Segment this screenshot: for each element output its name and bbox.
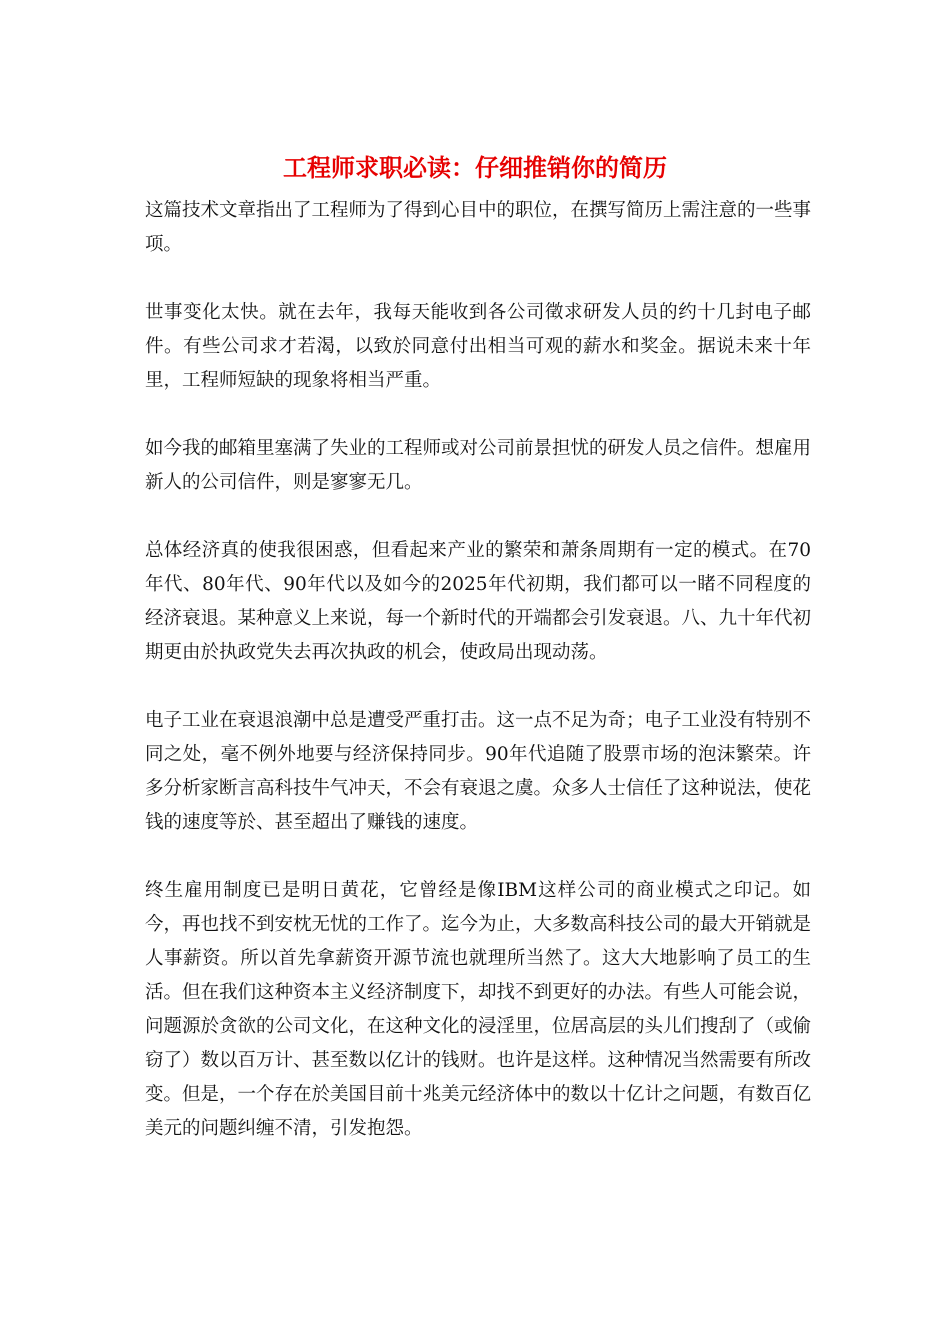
- paragraph-5: 终生雇用制度已是明日黄花，它曾经是像IBM这样公司的商业模式之印记。如今，再也找不到安枕无忧的工作了。迄今为止，大多数高科技公司的最大开销就是人事薪资。所以首先拿薪资开源节流也就理所当然了。这大大地影响了员工的生活。但在我们这种资本主义经济制度下，却找不到更好的办法。有些人可能会说，问题源於贪欲的公司文化，在这种文化的浸淫里，位居高层的头儿们搜刮了（或偷窃了）数以百万计、甚至数以亿计的钱财。也许是这样。这种情况当然需要有所改变。但是，一个存在於美国目前十兆美元经济体中的数以十亿计之问题，有数百亿美元的问题纠缠不清，引发抱怨。: [145, 880, 812, 1139]
- article-body: [145, 194, 811, 1180]
- paragraph-4: 电子工业在衰退浪潮中总是遭受严重打击。这一点不足为奇；电子工业没有特别不同之处，毫不例外地要与经济保持同步。90年代追随了股票市场的泡沫繁荣。许多分析家断言高科技牛气冲天，不会有衰退之虞。众多人士信任了这种说法，使花钱的速度等於、甚至超出了赚钱的速度。: [145, 710, 812, 833]
- paragraph-3: 总体经济真的使我很困惑，但看起来产业的繁荣和萧条周期有一定的模式。在70年代、80年代、90年代以及如今的2025年代初期，我们都可以一睹不同程度的经济衰退。某种意义上来说，每一个新时代的开端都会引发衰退。八、九十年代初期更由於执政党失去再次执政的机会，使政局出现动荡。: [145, 540, 812, 663]
- page-title: 工程师求职必读：仔细推销你的简历: [283, 153, 667, 182]
- paragraph-1: 世事变化太快。就在去年，我每天能收到各公司徵求研发人员的约十几封电子邮件。有些公司求才若渴，以致於同意付出相当可观的薪水和奖金。据说未来十年里，工程师短缺的现象将相当严重。: [145, 302, 811, 391]
- paragraph-2: 如今我的邮箱里塞满了失业的工程师或对公司前景担忧的研发人员之信件。想雇用新人的公司信件，则是寥寥无几。: [145, 438, 812, 493]
- paragraph-intro: 这篇技术文章指出了工程师为了得到心目中的职位，在撰写简历上需注意的一些事项。: [145, 200, 812, 255]
